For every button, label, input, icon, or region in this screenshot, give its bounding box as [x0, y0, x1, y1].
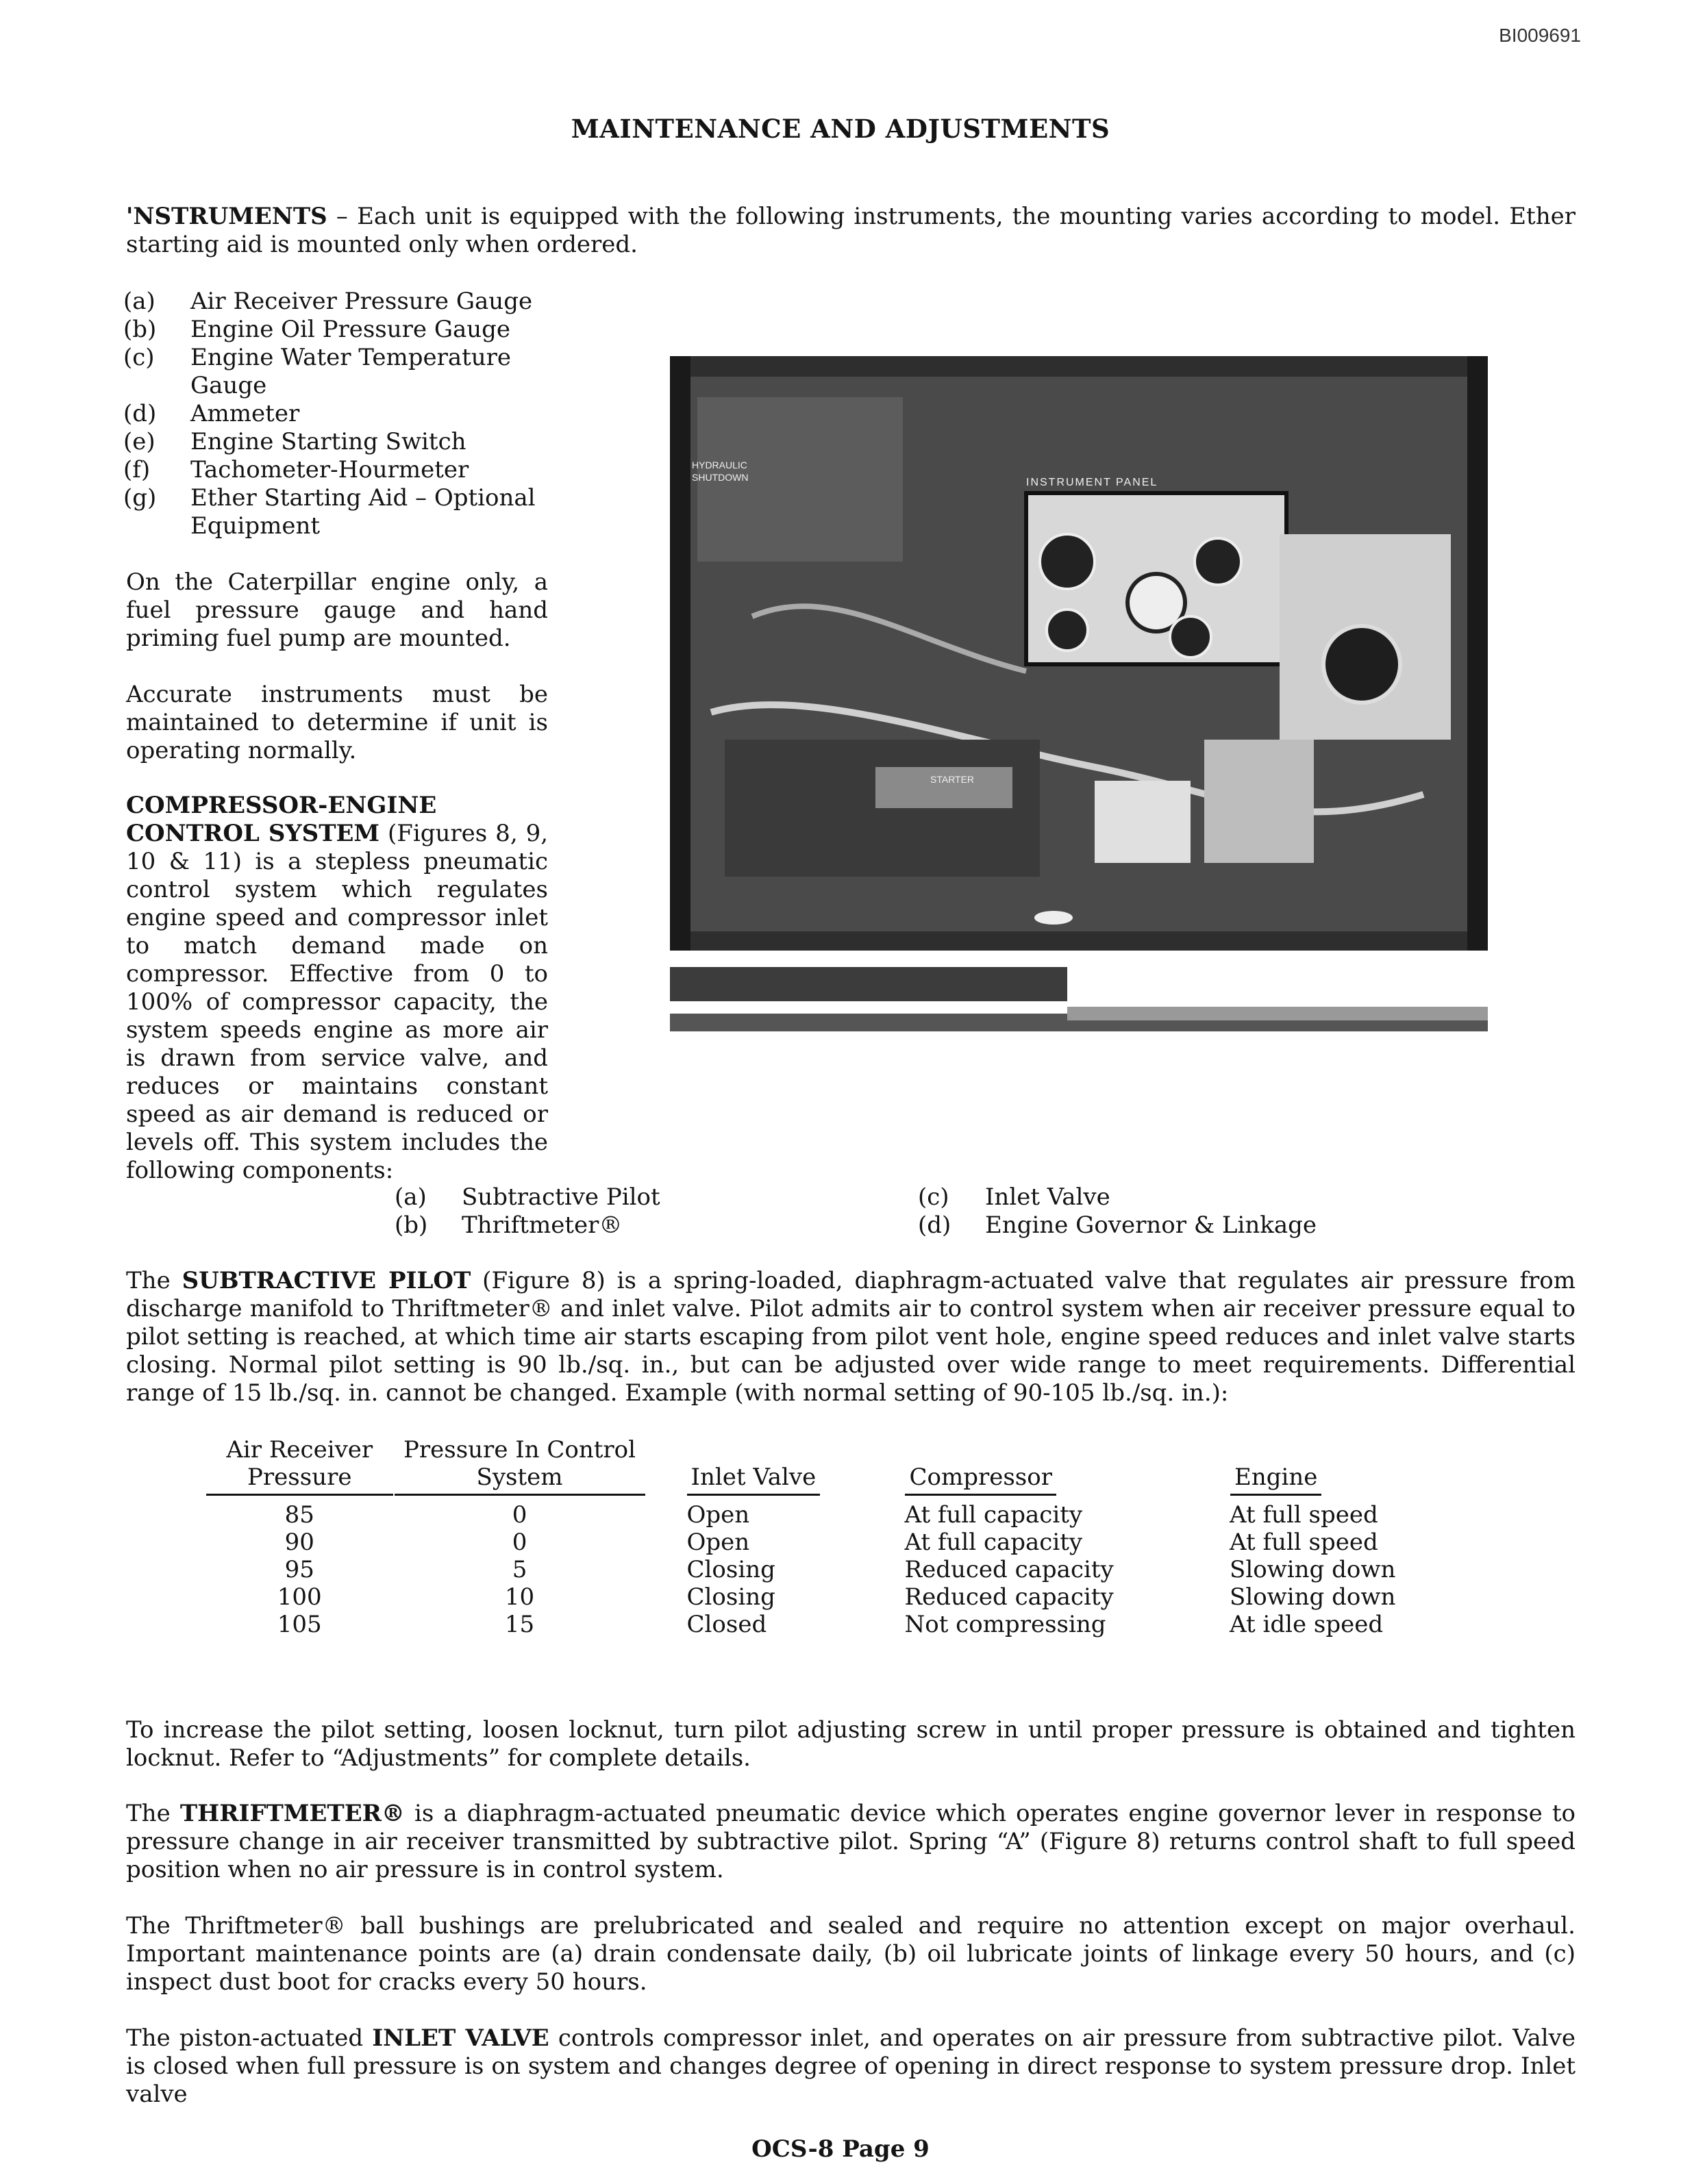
- table-cell: Not compressing: [904, 1611, 1106, 1638]
- table-row: [206, 1501, 1493, 1529]
- table-header-row: [206, 1435, 1493, 1501]
- list-item: [123, 400, 548, 428]
- table-row: [206, 1583, 1493, 1611]
- control-system-figures: (Figures 8, 9, 10 & 11): [126, 820, 549, 875]
- photo-illustration: [670, 356, 1488, 951]
- table-cell: Slowing down: [1230, 1583, 1396, 1611]
- thriftmeter-lead: The: [126, 1800, 180, 1827]
- list-item: [395, 1183, 778, 1212]
- inlet-valve-paragraph: [126, 2024, 1576, 2109]
- list-item-label: (b): [123, 316, 157, 343]
- list-item-text: Engine Starting Switch: [190, 428, 466, 455]
- list-item-label: (b): [395, 1212, 428, 1239]
- accuracy-note: Accurate instruments must be maintained to determine if unit is operating normally.: [126, 681, 548, 764]
- list-item: [123, 316, 548, 344]
- header-engine: Engine: [1230, 1464, 1321, 1496]
- control-system-paragraph: [126, 792, 548, 1185]
- page-footer: OCS-8 Page 9: [751, 2135, 930, 2163]
- subtractive-heading: SUBTRACTIVE PILOT: [182, 1267, 471, 1294]
- inlet-heading: INLET VALVE: [372, 2024, 549, 2052]
- list-item: [123, 456, 548, 484]
- list-item: [918, 1183, 1397, 1212]
- table-cell: Closed: [686, 1611, 767, 1638]
- instrument-list: [123, 288, 548, 540]
- subtractive-text: (Figure 8) is a spring-loaded, diaphragm-actuated valve that regulates air pressure from discharge manifold to Thriftmeter® and inlet valve. Pilot admits air to control system when air receiver pressure equal to pilot setting is reached, at which time air starts escaping from pilot vent hole, engine speed reduces and inlet valve starts closing. Normal pilot setting is 90 lb./sq. in., but can be adjusted over wide range to meet requirements. Differential range of 15 lb./sq. in. cannot be changed. Example (with normal setting of 90-105 lb./sq. in.):: [126, 1267, 1576, 1407]
- table-cell: Slowing down: [1230, 1556, 1396, 1583]
- header-control-pressure: Pressure In Control System: [395, 1436, 645, 1496]
- page-title: MAINTENANCE AND ADJUSTMENTS: [571, 114, 1110, 144]
- table-cell: 85: [284, 1501, 314, 1529]
- column-header: [904, 1435, 1230, 1501]
- list-item-text: Engine Water Temperature Gauge: [190, 344, 512, 399]
- list-item-text: Tachometer-Hourmeter: [190, 456, 469, 484]
- thriftmeter-paragraph: [126, 1800, 1576, 1884]
- subtractive-pilot-paragraph: [126, 1267, 1576, 1407]
- list-item-text: Ether Starting Aid – Optional Equipment: [190, 484, 536, 540]
- table-row: [206, 1611, 1493, 1638]
- control-system-heading: COMPRESSOR-ENGINE CONTROL SYSTEM: [126, 792, 437, 847]
- pilot-setting-table: [206, 1435, 1493, 1638]
- list-item-text: Engine Oil Pressure Gauge: [190, 316, 511, 343]
- list-item-label: (a): [123, 288, 155, 315]
- subtractive-lead: The: [126, 1267, 182, 1294]
- control-system-text: is a stepless pneumatic control system which regulates engine speed and compressor inlet to match demand made on compressor. Effective from 0 to 100% of compressor capacity, the system speeds engine as more air is drawn from service valve, and reduces or maintains constant speed as air demand is reduced or levels off. This system includes the following components:: [126, 848, 548, 1184]
- list-item: [123, 288, 548, 316]
- list-item-text: Air Receiver Pressure Gauge: [190, 288, 533, 315]
- table-cell: 15: [504, 1611, 535, 1638]
- list-item-label: (d): [918, 1212, 951, 1239]
- list-item-label: (d): [123, 400, 157, 427]
- thriftmeter-heading: THRIFTMETER®: [179, 1800, 405, 1827]
- table-cell: At full capacity: [904, 1529, 1083, 1556]
- table-cell: 10: [504, 1583, 535, 1611]
- header-inlet-valve: Inlet Valve: [687, 1464, 821, 1496]
- column-header: [394, 1435, 646, 1501]
- table-cell: 95: [284, 1556, 314, 1583]
- list-item-label: (c): [918, 1183, 949, 1211]
- table-cell: At full speed: [1230, 1529, 1378, 1556]
- table-cell: 0: [512, 1501, 527, 1529]
- table-cell: Reduced capacity: [904, 1556, 1114, 1583]
- components-list-left: [395, 1183, 778, 1240]
- table-cell: 5: [512, 1556, 527, 1583]
- table-cell: 90: [284, 1529, 314, 1556]
- list-item: [918, 1212, 1397, 1240]
- list-item: [395, 1212, 778, 1240]
- table-cell: Open: [686, 1529, 750, 1556]
- bushings-paragraph: The Thriftmeter® ball bushings are prelubricated and sealed and require no attention except on major overhaul. Important maintenance points are (a) drain condensate daily, (b) oil lubricate joints of linkage every 50 hours, and (c) inspect dust boot for cracks every 50 hours.: [126, 1912, 1576, 1996]
- table-cell: 100: [277, 1583, 322, 1611]
- photo-bottom-strip: [670, 959, 1488, 1041]
- instruments-heading: 'NSTRUMENTS: [126, 203, 327, 230]
- photo-label-starter: STARTER: [930, 774, 975, 785]
- thriftmeter-text: is a diaphragm-actuated pneumatic device which operates engine governor lever in response to pressure change in air receiver transmitted by subtractive pilot. Spring “A” (Figure 8) returns control shaft to full speed position when no air pressure is in control system.: [126, 1800, 1576, 1883]
- inlet-text: controls compressor inlet, and operates on air pressure from subtractive pilot. Valve is closed when full pressure is on system and changes degree of opening in direct response to system pressure drop. Inlet valve: [126, 2024, 1576, 2108]
- document-id: BI009691: [1499, 25, 1581, 46]
- column-header: [1230, 1435, 1493, 1501]
- instruments-text: – Each unit is equipped with the following instruments, the mounting varies according to model. Ether starting aid is mounted only when ordered.: [126, 203, 1576, 258]
- table-cell: Open: [686, 1501, 750, 1529]
- list-item-label: (g): [123, 484, 157, 512]
- table-cell: Closing: [686, 1556, 775, 1583]
- list-item: [123, 484, 548, 540]
- list-item-text: Subtractive Pilot: [462, 1183, 660, 1211]
- table-cell: At idle speed: [1230, 1611, 1384, 1638]
- column-header: [206, 1435, 394, 1501]
- table-cell: Reduced capacity: [904, 1583, 1114, 1611]
- table-cell: Closing: [686, 1583, 775, 1611]
- instrument-panel-photo: [670, 356, 1488, 951]
- table-cell: 0: [512, 1529, 527, 1556]
- table-row: [206, 1556, 1493, 1583]
- list-item: [123, 428, 548, 456]
- caterpillar-note: On the Caterpillar engine only, a fuel pressure gauge and hand priming fuel pump are mounted.: [126, 568, 548, 652]
- header-compressor: Compressor: [905, 1464, 1056, 1496]
- photo-label-hydraulic: HYDRAULIC SHUTDOWN: [692, 460, 749, 483]
- photo-label-instrument-panel: INSTRUMENT PANEL: [1026, 477, 1158, 488]
- photo-strip-illustration: [670, 959, 1488, 1041]
- table-row: [206, 1529, 1493, 1556]
- list-item-text: Inlet Valve: [985, 1183, 1110, 1211]
- instruments-paragraph: [126, 203, 1576, 259]
- increase-setting-paragraph: To increase the pilot setting, loosen locknut, turn pilot adjusting screw in until proper pressure is obtained and tighten locknut. Refer to “Adjustments” for complete details.: [126, 1716, 1576, 1772]
- list-item-label: (e): [123, 428, 155, 455]
- table-cell: At full speed: [1230, 1501, 1378, 1529]
- list-item-label: (f): [123, 456, 151, 484]
- list-item-text: Engine Governor & Linkage: [985, 1212, 1317, 1239]
- list-item-text: Thriftmeter®: [462, 1212, 623, 1239]
- list-item-text: Ammeter: [190, 400, 300, 427]
- column-header: [646, 1435, 905, 1501]
- header-air-receiver-pressure: Air Receiver Pressure: [206, 1436, 393, 1496]
- table-cell: 105: [277, 1611, 322, 1638]
- inlet-lead: The piston-actuated: [126, 2024, 373, 2052]
- components-list-right: [918, 1183, 1397, 1240]
- list-item-label: (a): [395, 1183, 427, 1211]
- list-item-label: (c): [123, 344, 155, 371]
- table-cell: At full capacity: [904, 1501, 1083, 1529]
- list-item: [123, 344, 548, 400]
